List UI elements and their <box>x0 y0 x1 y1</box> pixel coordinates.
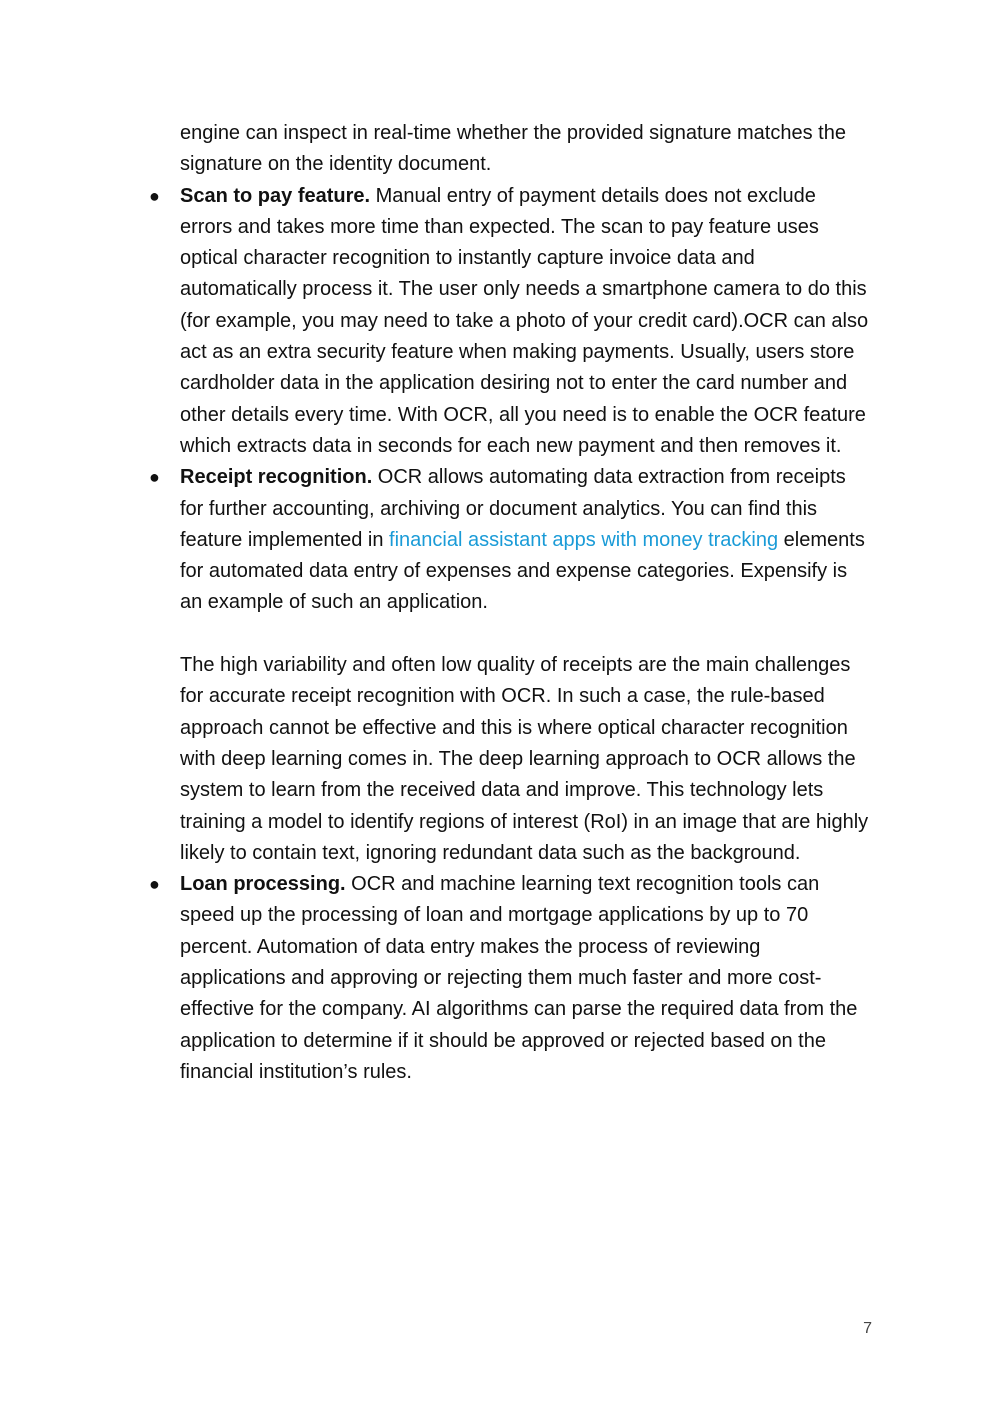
bullet-icon: ● <box>149 467 160 488</box>
item-text-receipt-before-link: OCR allows automating data extraction from receipts for further accounting, archiving or document analytics. You can find this feature implemented in <box>180 466 846 551</box>
item-lead-scan-to-pay: Scan to pay feature. <box>180 184 371 207</box>
receipt-extra-paragraph: The high variability and often low quality of receipts are the main challenges for accurate receipt recognition with OCR. In such a case, the rule-based approach cannot be effective and this is where optical character recognition with deep learning comes in. The deep learning approach to OCR allows the system to learn from the received data and improve. This technology lets training a model to identify regions of interest (RoI) in an image that are highly likely to contain text, ignoring redundant data such as the background. <box>180 654 869 864</box>
bullet-icon: ● <box>149 874 160 895</box>
list-item-scan-to-pay <box>149 181 870 463</box>
list-item-loan-processing <box>149 869 870 1088</box>
bullet-icon: ● <box>149 185 160 206</box>
financial-assistant-apps-link[interactable]: financial assistant apps with money tracking <box>389 528 779 551</box>
item-text-scan-to-pay: Manual entry of payment details does not exclude errors and takes more time than expected. The scan to pay feature uses optical character recognition to instantly capture invoice data and automatically process it. The user only needs a smartphone camera to do this (for example, you may need to take a photo of your credit card).OCR can also act as an extra security feature when making payments. Usually, users store cardholder data in the application desiring not to enter the card number and other details every time. With OCR, all you need is to enable the OCR feature which extracts data in seconds for each new payment and then removes it. <box>180 184 869 457</box>
item-lead-receipt-recognition: Receipt recognition. <box>180 466 373 489</box>
continuation-paragraph: engine can inspect in real-time whether the provided signature matches the signature on the identity document. <box>180 122 846 176</box>
item-text-loan-processing: OCR and machine learning text recognition tools can speed up the processing of loan and mortgage applications by up to 70 percent. Automation of data entry makes the process of reviewing applications and approving or rejecting them much faster and more cost-effective for the company. AI algorithms can parse the required data from the application to determine if it should be approved or rejected based on the financial institution’s rules. <box>180 873 858 1083</box>
page-number: 7 <box>863 1320 872 1337</box>
document-body <box>149 118 870 1088</box>
paragraph-gap <box>180 619 870 650</box>
list-item-receipt-recognition <box>149 462 870 869</box>
item-lead-loan-processing: Loan processing. <box>180 873 346 896</box>
item-text-receipt-after-link: elements for automated data entry of expenses and expense categories. Expensify is an example of such an application. <box>180 528 865 614</box>
